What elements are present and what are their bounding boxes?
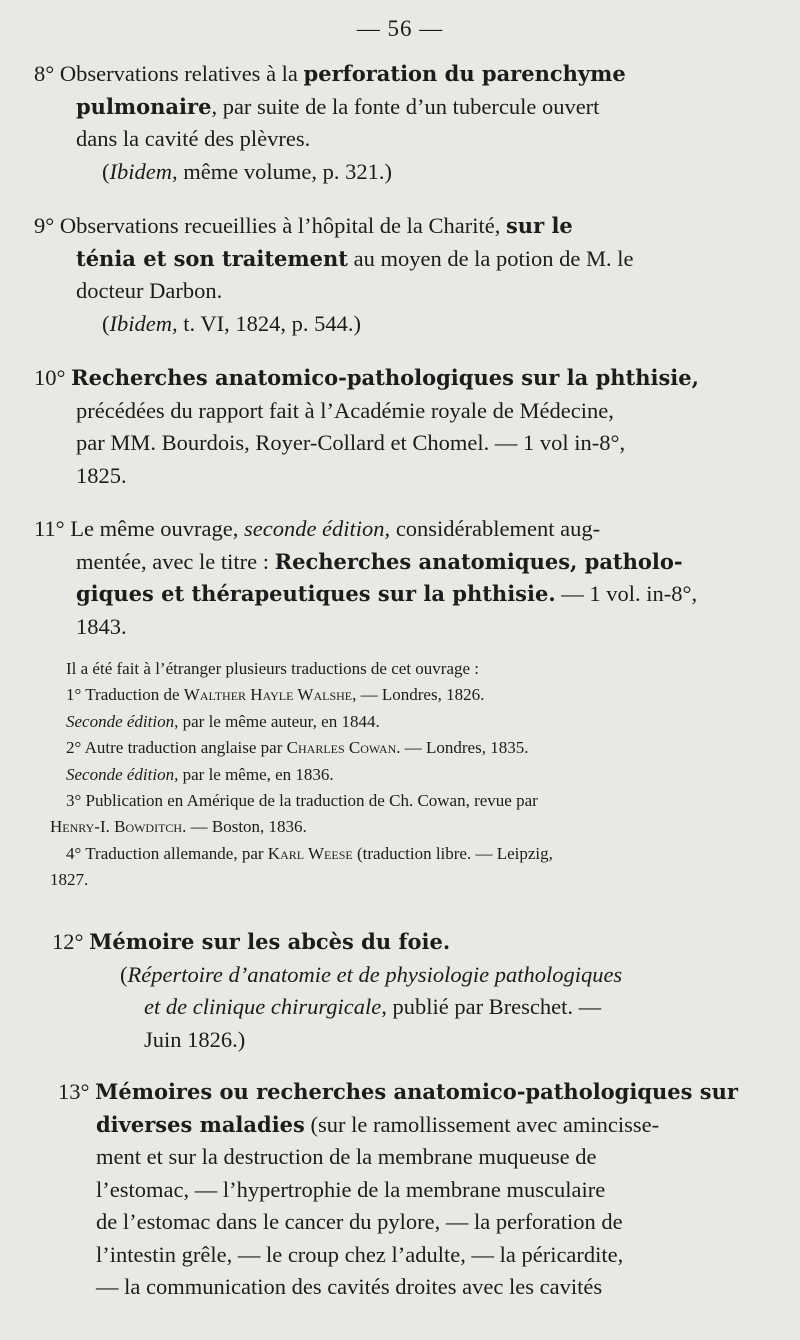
bold-text: pulmonaire [76, 93, 212, 119]
translation-1 [50, 682, 764, 708]
entry-10-line-2: précédées du rapport fait à l’Académie royale de Médecine, [76, 397, 614, 423]
text: par le même, en 1836. [178, 764, 334, 784]
text: publié par Breschet. — [386, 994, 602, 1019]
entry-8-line-3: dans la cavité des plèvres. [76, 126, 311, 151]
bold-text: sur le [505, 213, 573, 238]
entry-13 [58, 1076, 764, 1304]
text: , — Londres, 1826. [352, 685, 485, 705]
text: (traduction libre. — Leipzig, [352, 843, 553, 863]
text: , par suite de la fonte d’un tubercule ouvert [211, 93, 600, 119]
italic-text: Ibidem [109, 158, 172, 184]
italic-text: Seconde édition, [66, 764, 179, 784]
bold-text: ténia et son traitement [76, 245, 348, 271]
translations-list [50, 656, 764, 894]
entry-12 [52, 926, 764, 1056]
entry-13-line-1 [58, 1076, 764, 1109]
entry-9-citation [34, 308, 764, 341]
entry-8-citation [34, 156, 764, 189]
bold-text: perforation du parenchyme [303, 61, 626, 86]
translation-3-cont [50, 814, 764, 840]
text: ( [102, 158, 110, 184]
text: 1° Traduction de [66, 685, 184, 705]
entry-11-line-1 [34, 513, 764, 546]
text: . — Boston, 1836. [182, 817, 307, 837]
text: au moyen de la potion de M. le [347, 245, 634, 271]
entry-10 [34, 362, 764, 492]
translation-3: 3° Publication en Amérique de la traduction de Ch. Cowan, revue par [66, 791, 538, 811]
entry-13-line-6: l’intestin grêle, — le croup chez l’adulte, — la péricardite, [96, 1241, 624, 1267]
entry-13-line-3: ment et sur la destruction de la membrane muqueuse de [96, 1144, 597, 1169]
text: ( [120, 961, 128, 987]
text: 11° Le même ouvrage, [34, 516, 244, 541]
entry-8-line-1 [34, 58, 764, 91]
text: . — Londres, 1835. [396, 738, 529, 758]
bold-text: Recherches anatomico-pathologiques sur la phthisie, [71, 365, 699, 390]
translation-4 [50, 841, 764, 867]
text: (sur le ramollissement avec amincisse- [304, 1111, 660, 1137]
text: 13° [58, 1079, 96, 1104]
text: — 1 vol. in-8°, [555, 581, 698, 606]
entry-9-line-3: docteur Darbon. [76, 278, 223, 303]
text: 2° Autre traduction anglaise par [66, 738, 287, 758]
page-number: — 56 — [356, 16, 444, 41]
text: 8° Observations relatives à la [34, 61, 304, 86]
author-name: Charles Cowan [286, 738, 397, 758]
bold-text: Mémoires ou recherches anatomico-pathologiques sur [95, 1079, 738, 1104]
translation-4-cont: 1827. [50, 870, 89, 890]
entry-13-line-7: — la communication des cavités droites avec les cavités [96, 1274, 603, 1299]
entry-8 [34, 58, 764, 188]
entry-11-line-4: 1843. [76, 613, 127, 639]
entry-13-line-4: l’estomac, — l’hypertrophie de la membrane musculaire [96, 1176, 606, 1202]
italic-text: Répertoire d’anatomie et de physiologie pathologiques [127, 961, 623, 987]
bold-text: diverses maladies [96, 1111, 305, 1137]
entry-12-line-3 [52, 991, 764, 1024]
entry-12-line-4: Juin 1826.) [144, 1026, 246, 1052]
translation-2 [50, 735, 764, 761]
translations-intro: Il a été fait à l’étranger plusieurs traductions de cet ouvrage : [66, 659, 480, 678]
entry-10-line-3: par MM. Bourdois, Royer-Collard et Chomel. — 1 vol in-8°, [76, 430, 626, 455]
italic-text: et de clinique chirurgicale, [144, 994, 387, 1019]
bold-text: giques et thérapeutiques sur la phthisie. [76, 581, 556, 606]
bold-text: Recherches anatomiques, patholo- [274, 548, 683, 574]
bold-text: Mémoire sur les abcès du foie. [89, 929, 451, 954]
entry-9 [34, 210, 764, 340]
entry-11-line-3 [34, 578, 764, 611]
entry-13-line-5: de l’estomac dans le cancer du pylore, — la perforation de [96, 1209, 623, 1234]
text: 10° [34, 365, 72, 390]
entry-13-line-2 [58, 1109, 764, 1142]
translation-1-second [50, 709, 764, 735]
text: 12° [52, 929, 90, 954]
entry-12-line-2 [52, 959, 764, 992]
text: 4° Traduction allemande, par [66, 843, 268, 863]
entry-10-line-1 [34, 362, 764, 395]
entry-9-line-2 [34, 243, 764, 276]
entry-8-line-2 [34, 91, 764, 124]
text: 9° Observations recueillies à l’hôpital de la Charité, [34, 213, 506, 238]
text: , par le même auteur, en 1844. [174, 711, 380, 731]
italic-text: Ibidem, [109, 310, 178, 336]
entry-10-line-4: 1825. [76, 462, 127, 488]
text: ( [102, 310, 110, 336]
text: mentée, avec le titre : [76, 548, 275, 574]
text: , même volume, p. 321.) [171, 158, 392, 184]
entry-11 [34, 513, 764, 643]
author-name: Walther Hayle Walshe [183, 685, 353, 705]
entry-12-line-1 [52, 926, 764, 959]
text: considérablement aug- [390, 516, 601, 541]
author-name: Karl Weese [267, 843, 353, 863]
text: t. VI, 1824, p. 544.) [177, 310, 361, 336]
italic-text: Seconde édition [66, 711, 175, 731]
italic-text: seconde édition, [243, 516, 391, 541]
entry-11-line-2 [34, 546, 764, 579]
translation-2-second [50, 762, 764, 788]
author-name: Henry-I. Bowditch [50, 817, 183, 837]
entry-9-line-1 [34, 210, 764, 243]
